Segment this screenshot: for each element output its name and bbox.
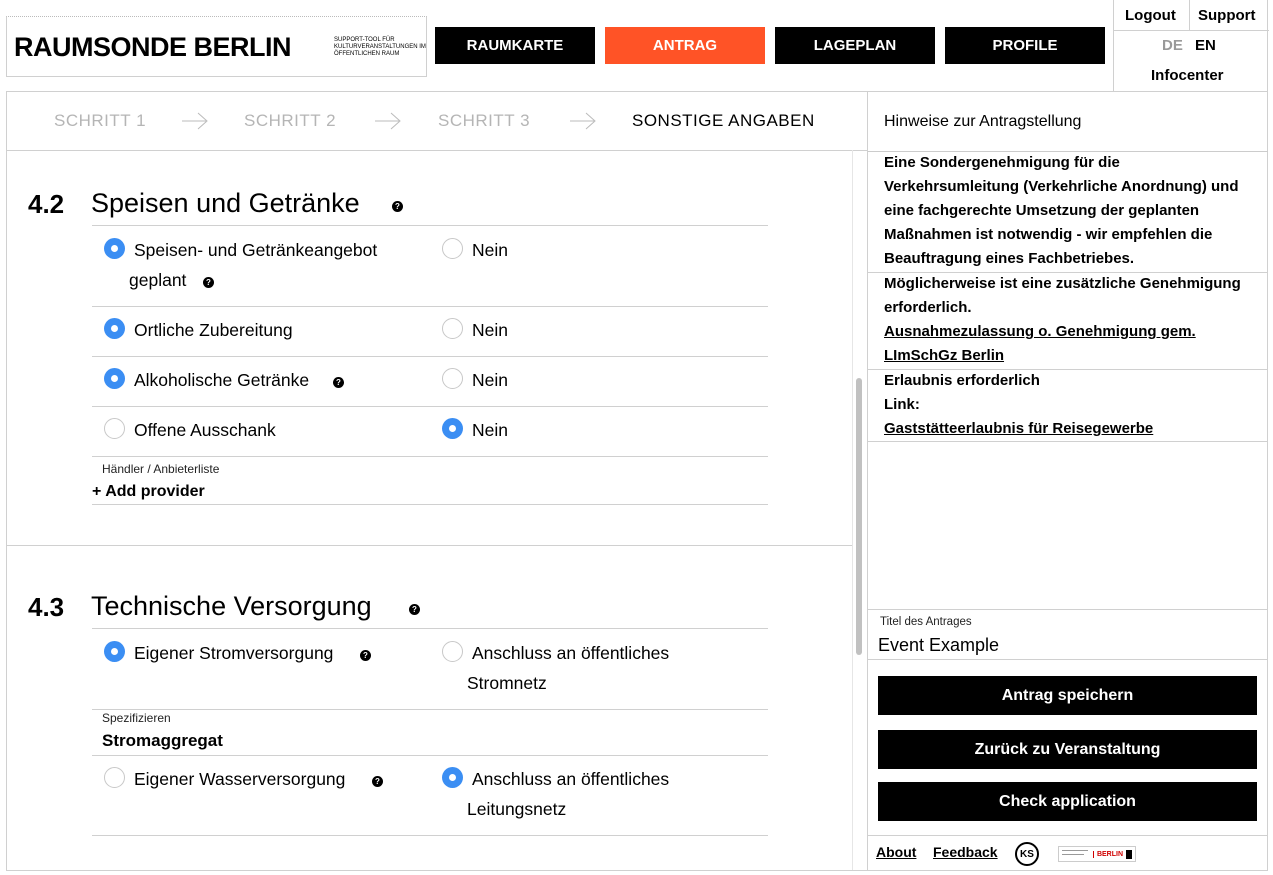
radio-ausschank-ja[interactable] bbox=[104, 418, 125, 439]
section-title: Technische Versorgung bbox=[91, 591, 372, 621]
option-label: Nein bbox=[472, 240, 508, 260]
application-title: Event Example bbox=[878, 635, 1000, 655]
option-label: Anschluss an öffentliches bbox=[472, 769, 670, 789]
help-icon[interactable]: ? bbox=[203, 277, 214, 288]
arrow-right-icon bbox=[570, 110, 598, 132]
radio-strom-eigen[interactable] bbox=[104, 641, 125, 662]
help-icon[interactable]: ? bbox=[372, 776, 383, 787]
section-number: 4.3 bbox=[28, 592, 65, 622]
step-sonstige-angaben[interactable]: SONSTIGE ANGABEN bbox=[632, 111, 815, 130]
radio-speisen-nein[interactable] bbox=[442, 238, 463, 259]
radio-wasser-oeffentlich[interactable] bbox=[442, 767, 463, 788]
radio-strom-oeffentlich[interactable] bbox=[442, 641, 463, 662]
option-label: Nein bbox=[472, 370, 508, 390]
option-label: Ortliche Zubereitung bbox=[134, 320, 293, 340]
lang-de[interactable]: DE bbox=[1162, 37, 1183, 54]
title-label: Titel des Antrages bbox=[880, 616, 972, 628]
option-label: Eigener Wasserversorgung bbox=[134, 769, 346, 789]
radio-alkohol-ja[interactable] bbox=[104, 368, 125, 389]
option-label: geplant bbox=[129, 270, 187, 290]
option-label: Stromnetz bbox=[467, 673, 547, 693]
back-to-event-button[interactable]: Zurück zu Veranstaltung bbox=[878, 730, 1257, 769]
divider bbox=[1267, 91, 1268, 870]
add-provider-button[interactable]: + Add provider bbox=[92, 483, 205, 500]
check-application-button[interactable]: Check application bbox=[878, 782, 1257, 821]
option-label: Leitungsnetz bbox=[467, 799, 567, 819]
option-label: Offene Ausschank bbox=[134, 420, 276, 440]
berlin-logo-icon[interactable]: BERLIN bbox=[1058, 846, 1136, 862]
radio-speisen-ja[interactable] bbox=[104, 238, 125, 259]
bear-icon bbox=[1126, 850, 1132, 859]
hint-erlaubnis: Erlaubnis erforderlich Link: Gaststätteerlaubnis für Reisegewerbe bbox=[884, 369, 1153, 441]
arrow-right-icon bbox=[182, 110, 210, 132]
divider bbox=[6, 870, 1268, 871]
specify-label: Spezifizieren bbox=[102, 711, 171, 725]
nav-raumkarte[interactable]: RAUMKARTE bbox=[435, 27, 595, 64]
radio-alkohol-nein[interactable] bbox=[442, 368, 463, 389]
step-1[interactable]: SCHRITT 1 bbox=[54, 111, 147, 130]
provider-list-label: Händler / Anbieterliste bbox=[102, 462, 220, 476]
nav-profile[interactable]: PROFILE bbox=[945, 27, 1105, 64]
link-limschgz[interactable]: LImSchGz Berlin bbox=[884, 347, 1005, 364]
help-icon[interactable]: ? bbox=[392, 201, 403, 212]
option-label: Anschluss an öffentliches bbox=[472, 643, 670, 663]
specify-field[interactable]: Stromaggregat bbox=[102, 731, 223, 750]
radio-zubereitung-nein[interactable] bbox=[442, 318, 463, 339]
scrollbar-thumb[interactable] bbox=[856, 378, 862, 655]
option-label: Nein bbox=[472, 320, 508, 340]
logo-subtitle: SUPPORT-TOOL FÜR KULTURVERANSTALTUNGEN IM ÖFFENTLICHEN RAUM bbox=[334, 37, 426, 57]
option-label: Nein bbox=[472, 420, 508, 440]
option-label: Alkoholische Getränke bbox=[134, 370, 310, 390]
divider bbox=[867, 91, 868, 870]
support-link[interactable]: Support bbox=[1198, 7, 1256, 24]
about-link[interactable]: About bbox=[876, 844, 917, 860]
section-number: 4.2 bbox=[28, 189, 65, 219]
step-3[interactable]: SCHRITT 3 bbox=[438, 111, 531, 130]
help-icon[interactable]: ? bbox=[360, 650, 371, 661]
divider bbox=[6, 545, 852, 546]
help-icon[interactable]: ? bbox=[333, 377, 344, 388]
radio-zubereitung-ja[interactable] bbox=[104, 318, 125, 339]
divider bbox=[6, 91, 1268, 92]
hint-genehmigung: Möglicherweise ist eine zusätzliche Genehmigung erforderlich. Ausnahmezulassung o. Genehmigung gem. LImSchGz Berlin bbox=[884, 272, 1241, 368]
link-ausnahmezulassung[interactable]: Ausnahmezulassung o. Genehmigung gem. bbox=[884, 323, 1196, 340]
arrow-right-icon bbox=[375, 110, 403, 132]
hint-sondergenehmigung: Eine Sondergenehmigung für die Verkehrsumleitung (Verkehrliche Anordnung) und eine fachgerechte Umsetzung der geplanten Maßnahmen ist notwendig - wir empfehlen die Beauftragung eines Fachbetriebes. bbox=[884, 154, 1239, 267]
link-gaststaette[interactable]: Gaststätteerlaubnis für Reisegewerbe bbox=[884, 420, 1154, 437]
section-title: Speisen und Getränke bbox=[91, 188, 360, 218]
step-2[interactable]: SCHRITT 2 bbox=[244, 111, 337, 130]
logo[interactable] bbox=[6, 16, 427, 77]
help-icon[interactable]: ? bbox=[409, 604, 420, 615]
divider bbox=[6, 150, 867, 151]
save-application-button[interactable]: Antrag speichern bbox=[878, 676, 1257, 715]
lang-en[interactable]: EN bbox=[1195, 37, 1216, 54]
ks-logo-icon[interactable]: KS bbox=[1015, 842, 1039, 866]
nav-lageplan[interactable]: LAGEPLAN bbox=[775, 27, 935, 64]
option-label: Eigener Stromversorgung bbox=[134, 643, 334, 663]
logo-title: RAUMSONDE BERLIN bbox=[14, 32, 292, 62]
radio-ausschank-nein[interactable] bbox=[442, 418, 463, 439]
hints-heading: Hinweise zur Antragstellung bbox=[884, 113, 1082, 130]
nav-antrag[interactable]: ANTRAG bbox=[605, 27, 765, 64]
divider bbox=[6, 91, 7, 870]
option-label: Speisen- und Getränkeangebot bbox=[134, 240, 378, 260]
feedback-link[interactable]: Feedback bbox=[933, 844, 998, 860]
radio-wasser-eigen[interactable] bbox=[104, 767, 125, 788]
infocenter-link[interactable]: Infocenter bbox=[1151, 67, 1224, 84]
logout-link[interactable]: Logout bbox=[1125, 7, 1176, 24]
